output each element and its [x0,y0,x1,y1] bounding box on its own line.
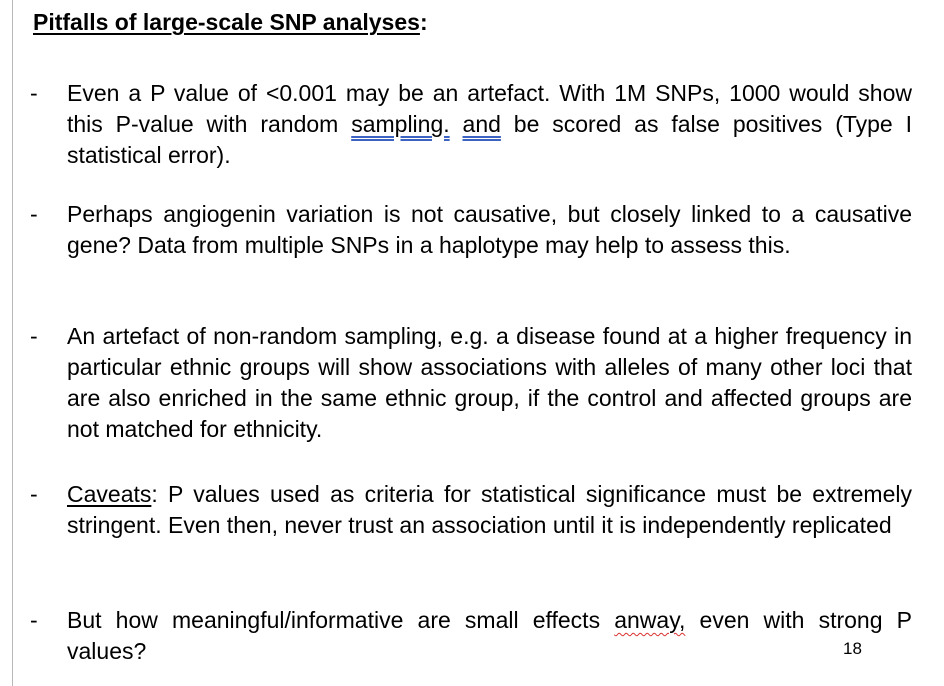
bullet-1-text-start: Even a P value of <0.001 may be an artefact. With 1M SNPs, 1000 would show this P-value with random [67,80,912,137]
title-text: Pitfalls of large-scale SNP analyses [33,9,420,35]
bullet-5-text-start: But how meaningful/informative are small effects [67,607,615,633]
bullet-5-text-end: even with strong P values? [67,607,912,664]
bullet-dash: - [30,201,38,227]
bullet-dash: - [30,607,38,633]
title-colon: : [419,9,428,35]
caveats-text: : P values used as criteria for statistical significance must be extremely stringent. Even then, never trust an association until it is independently replicated [67,481,912,538]
grammar-flagged-word-and: and [462,111,501,137]
bullet-text-1 [67,78,912,171]
left-margin-rule [12,0,13,686]
caveats-label: Caveats [67,481,152,507]
page-title [33,8,428,36]
bullet-text-5 [67,605,912,667]
bullet-text-2: Perhaps angiogenin variation is not causative, but closely linked to a causative gene? Data from multiple SNPs in a haplotype may help to assess this. [67,201,912,258]
page-number: 18 [843,639,862,658]
bullet-dash: - [30,323,38,349]
spelling-flagged-word-anway: anway, [614,607,686,633]
bullet-dash: - [30,80,38,106]
bullet-1-text-end: be scored as false positives (Type I statistical error). [67,111,912,168]
bullet-text-3: An artefact of non-random sampling, e.g. a disease found at a higher frequency in particular ethnic groups will show associations with alleles of many other loci that are also enriched in the same ethnic group, if the control and affected groups are not matched for ethnicity. [67,323,912,442]
bullet-1-space [450,111,463,137]
grammar-flagged-word-sampling: sampling. [351,111,450,137]
bullet-dash: - [30,481,38,507]
bullet-text-4 [67,479,912,541]
